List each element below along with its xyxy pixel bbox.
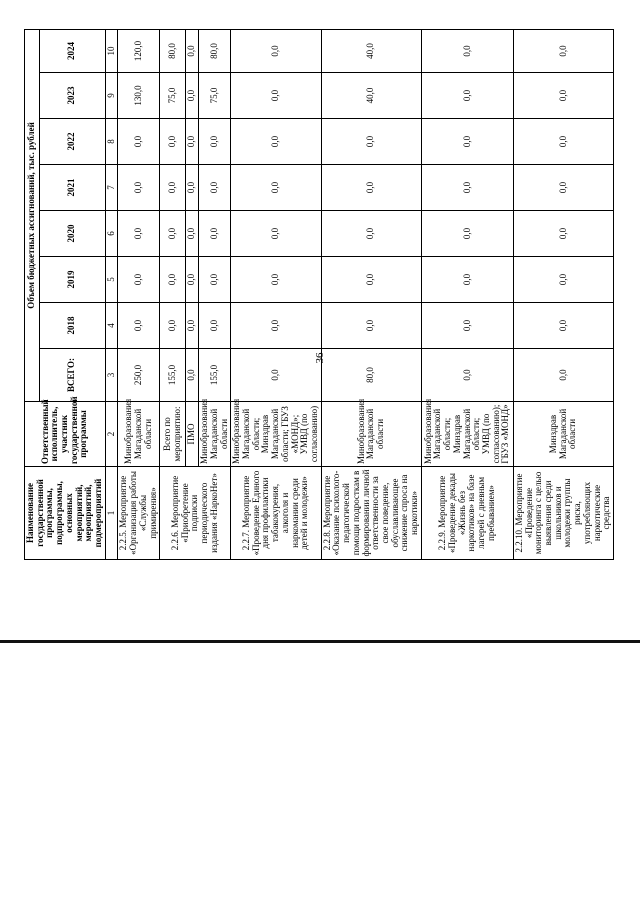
row-executor: Минздрав Магаданской области <box>513 402 613 467</box>
row-name: 2.2.7. Мероприятие «Проведение Единого дня профилактики табакокурения, алкоголя и наркомании среди детей и молодежи» <box>231 467 321 560</box>
value-cell: 0,0 <box>421 29 513 72</box>
row-executor: Минобразования Магаданской области <box>321 402 421 467</box>
header-year: 2022 <box>39 119 105 165</box>
value-cell: 80,0 <box>199 29 231 72</box>
col-number: 1 <box>105 467 118 560</box>
value-cell: 0,0 <box>421 303 513 349</box>
value-cell: 0,0 <box>321 211 421 257</box>
row-executor: Минобразования Магаданской области; Минздрав Магаданской области; УМВД (по согласованию); ГБУЗ «МОНД» <box>421 402 513 467</box>
row-executor: Минобразования Магаданской области <box>118 402 160 467</box>
header-volume: Объем бюджетных ассигнований, тыс. рублей <box>25 29 40 401</box>
value-cell: 0,0 <box>421 349 513 402</box>
value-cell: 0,0 <box>231 73 321 119</box>
value-cell: 80,0 <box>321 349 421 402</box>
value-cell: 0,0 <box>160 303 186 349</box>
value-cell: 0,0 <box>186 165 199 211</box>
value-cell: 0,0 <box>160 165 186 211</box>
value-cell: 0,0 <box>231 119 321 165</box>
value-cell: 0,0 <box>199 211 231 257</box>
header-year: 2018 <box>39 303 105 349</box>
value-cell: 0,0 <box>118 165 160 211</box>
value-cell: 0,0 <box>513 29 613 72</box>
value-cell: 0,0 <box>118 211 160 257</box>
value-cell: 40,0 <box>321 29 421 72</box>
row-name: 2.2.5. Мероприятие «Организация работы «Службы примирения» <box>118 467 160 560</box>
value-cell: 155,0 <box>160 349 186 402</box>
header-executor: Ответственный исполнитель, участник государственной программы <box>25 402 106 467</box>
row-name: 2.2.6. Мероприятие «Приобретение подписки периодического издания «НаркоНет» <box>160 467 231 560</box>
value-cell: 0,0 <box>186 303 199 349</box>
row-name: 2.2.10. Мероприятие «Проведение мониторинга с целью выявления среди школьников и молодежи группы риска, употребляющих наркотические средства <box>513 467 613 560</box>
row-executor: Минобразования Магаданской области <box>199 402 231 467</box>
value-cell: 0,0 <box>199 165 231 211</box>
header-year: 2020 <box>39 211 105 257</box>
value-cell: 0,0 <box>186 29 199 72</box>
value-cell: 0,0 <box>186 73 199 119</box>
value-cell: 0,0 <box>513 349 613 402</box>
value-cell: 0,0 <box>186 211 199 257</box>
value-cell: 80,0 <box>160 29 186 72</box>
header-name: Наименование государственной программы, подпрограммы, основных мероприятий, мероприятий, подмероприятий <box>25 467 106 560</box>
value-cell: 0,0 <box>186 257 199 303</box>
value-cell: 0,0 <box>118 303 160 349</box>
value-cell: 0,0 <box>199 303 231 349</box>
value-cell: 250,0 <box>118 349 160 402</box>
value-cell: 0,0 <box>118 119 160 165</box>
value-cell: 0,0 <box>186 349 199 402</box>
value-cell: 0,0 <box>118 257 160 303</box>
header-year: 2024 <box>39 29 105 72</box>
col-number: 6 <box>105 211 118 257</box>
value-cell: 0,0 <box>231 211 321 257</box>
value-cell: 0,0 <box>513 73 613 119</box>
table-row <box>231 29 321 559</box>
table-header <box>25 29 118 559</box>
value-cell: 75,0 <box>199 73 231 119</box>
value-cell: 0,0 <box>321 165 421 211</box>
col-number: 10 <box>105 29 118 72</box>
value-cell: 0,0 <box>513 257 613 303</box>
value-cell: 0,0 <box>421 211 513 257</box>
value-cell: 0,0 <box>321 303 421 349</box>
page-number: 36 <box>314 352 326 364</box>
value-cell: 0,0 <box>186 119 199 165</box>
table-row <box>321 29 421 559</box>
col-number: 2 <box>105 402 118 467</box>
value-cell: 0,0 <box>160 119 186 165</box>
value-cell: 0,0 <box>421 165 513 211</box>
value-cell: 130,0 <box>118 73 160 119</box>
table-row <box>160 29 186 559</box>
value-cell: 0,0 <box>160 211 186 257</box>
value-cell: 0,0 <box>513 211 613 257</box>
col-number: 4 <box>105 303 118 349</box>
value-cell: 0,0 <box>513 303 613 349</box>
rotated-table-wrapper <box>24 30 617 560</box>
value-cell: 40,0 <box>321 73 421 119</box>
header-year: 2023 <box>39 73 105 119</box>
value-cell: 0,0 <box>231 303 321 349</box>
value-cell: 0,0 <box>513 119 613 165</box>
header-total: ВСЕГО: <box>39 349 105 402</box>
header-year: 2021 <box>39 165 105 211</box>
row-executor: Минобразования Магаданской области; Минздрав Магаданской области; ГБУЗ «МОНД»; УМВД (по согласованию) <box>231 402 321 467</box>
value-cell: 0,0 <box>231 257 321 303</box>
value-cell: 75,0 <box>160 73 186 119</box>
value-cell: 0,0 <box>160 257 186 303</box>
value-cell: 0,0 <box>321 119 421 165</box>
value-cell: 0,0 <box>231 165 321 211</box>
value-cell: 0,0 <box>321 257 421 303</box>
row-name: 2.2.9. Мероприятие «Проведение декады «Жизнь без наркотиков» на базе лагерей с дневным пребыванием» <box>421 467 513 560</box>
col-number: 5 <box>105 257 118 303</box>
table-row <box>513 29 613 559</box>
col-number: 7 <box>105 165 118 211</box>
value-cell: 0,0 <box>199 257 231 303</box>
value-cell: 0,0 <box>421 73 513 119</box>
header-year: 2019 <box>39 257 105 303</box>
value-cell: 0,0 <box>421 119 513 165</box>
value-cell: 155,0 <box>199 349 231 402</box>
value-cell: 0,0 <box>421 257 513 303</box>
row-executor: ПМО <box>186 402 199 467</box>
bottom-rule <box>0 640 640 643</box>
table-row <box>118 29 160 559</box>
row-executor: Всего по мероприятию: <box>160 402 186 467</box>
col-number: 9 <box>105 73 118 119</box>
value-cell: 0,0 <box>199 119 231 165</box>
table-row <box>421 29 513 559</box>
col-number: 3 <box>105 349 118 402</box>
row-name: 2.2.8. Мероприятие «Оказание психолого-педагогической помощи подросткам в формировании личной ответственности за свое поведение, обуславливающее снижение спроса на наркотики» <box>321 467 421 560</box>
value-cell: 0,0 <box>231 349 321 402</box>
budget-table <box>24 29 614 560</box>
value-cell: 120,0 <box>118 29 160 72</box>
value-cell: 0,0 <box>513 165 613 211</box>
col-number: 8 <box>105 119 118 165</box>
value-cell: 0,0 <box>231 29 321 72</box>
